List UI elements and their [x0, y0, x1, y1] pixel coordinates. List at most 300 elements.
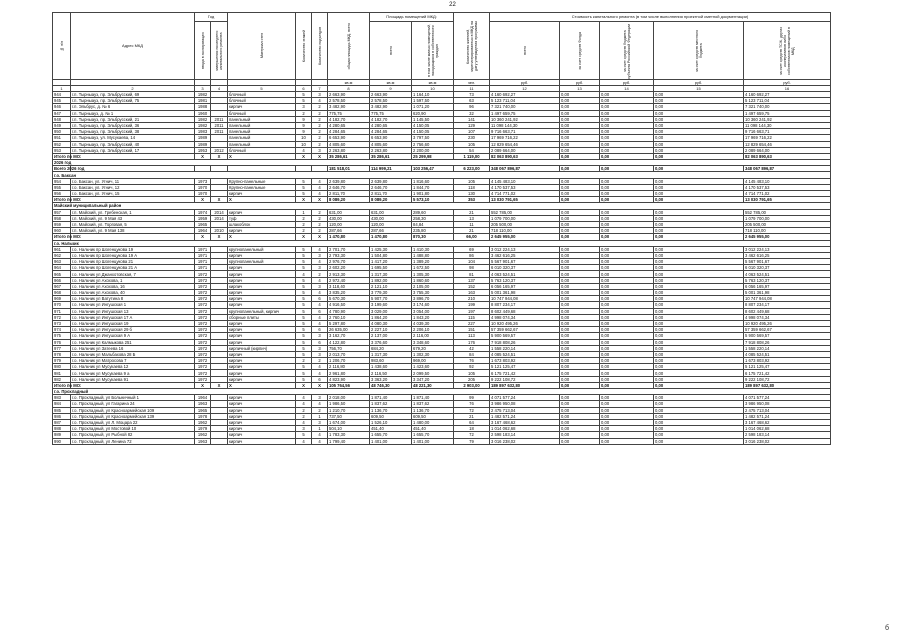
cell-col-5: X	[228, 234, 296, 240]
cell-col-9: 5 907,70	[370, 296, 412, 302]
cell-col-2: г.о. Нальчик пр Шогенцукова 21	[71, 259, 195, 265]
cell-col-16: 1 497 659,75	[744, 110, 831, 116]
col-header-num: № п/п	[53, 13, 71, 80]
cell-col-16: 13 030 791,65	[744, 197, 831, 203]
cell-col-7: 6	[312, 296, 328, 302]
cell-col-16: 4 998 074,34	[744, 314, 831, 320]
cell-col-12: 1 558 220,14	[490, 345, 560, 351]
cell-col-14: 0,00	[600, 191, 654, 197]
cell-col-11: 105	[454, 141, 490, 147]
cell-col-1: 965	[53, 271, 71, 277]
cell-col-12: 5 567 901,67	[490, 259, 560, 265]
cell-col-16: 2 089 664,00	[744, 147, 831, 153]
cell-col-13: 0,00	[560, 419, 600, 425]
cell-col-7: 4	[312, 277, 328, 283]
cell-col-7: 2	[312, 129, 328, 135]
cell-col-7: 3	[312, 351, 328, 357]
cell-col-3: 1988	[195, 104, 211, 110]
cell-col-1: 972	[53, 314, 71, 320]
cell-col-3: 1962	[195, 419, 211, 425]
cell-col-15: 0,00	[654, 116, 744, 122]
cell-col-16: 4 085 524,51	[744, 351, 831, 357]
cell-col-15: 0,00	[654, 110, 744, 116]
cell-col-10: 1 389,20	[412, 259, 454, 265]
cell-col-12: 7 918 808,26	[490, 339, 560, 345]
cell-col-12: 205 500,00	[490, 221, 560, 227]
cell-col-6: 5	[296, 296, 312, 302]
cell-col-4: X	[211, 234, 228, 240]
cell-col-14: 0,00	[600, 259, 654, 265]
cell-col-8: 775,75	[328, 110, 370, 116]
cell-col-2: г.о. Нальчик ул Ингушская 17 А	[71, 314, 195, 320]
cell-col-7: 3	[312, 147, 328, 153]
cell-col-9: 1 655,70	[370, 432, 412, 438]
cell-col-2: г.о. Нальчик ул Мусукаева 12	[71, 364, 195, 370]
cell-col-6: 5	[296, 246, 312, 252]
cell-col-14: 0,00	[600, 370, 654, 376]
cell-col-12: 4 998 074,34	[490, 314, 560, 320]
cell-col-5: панельный	[228, 141, 296, 147]
column-number-cell: 1	[53, 86, 71, 92]
cell-col-7: 4	[312, 438, 328, 444]
cell-col-9: 1 470,80	[370, 234, 412, 240]
cell-col-5: кирпич	[228, 209, 296, 215]
cell-col-1: 947	[53, 110, 71, 116]
cell-col-1: 976	[53, 339, 71, 345]
cell-col-9: 1 317,30	[370, 271, 412, 277]
cell-col-11: 11	[454, 221, 490, 227]
cell-col-7: 4	[312, 178, 328, 184]
cell-col-10: 2 105,00	[412, 283, 454, 289]
cell-col-3: 1972	[195, 376, 211, 382]
cell-col-12: 3 986 950,08	[490, 401, 560, 407]
cell-col-4: X	[211, 197, 228, 203]
section-label: г.о. Нальчик	[53, 240, 831, 246]
cell-col-3: 1972	[195, 308, 211, 314]
cell-col-10: 1 480,00	[412, 419, 454, 425]
cell-col-9: 1 417,20	[370, 259, 412, 265]
footer-mark: б	[884, 625, 889, 632]
cell-col-9: 1 401,00	[370, 438, 412, 444]
cell-col-10: 1 901,80	[412, 191, 454, 197]
cell-col-16: 10 920 495,26	[744, 320, 831, 326]
cell-col-10: 2 756,60	[412, 141, 454, 147]
cell-col-13: 0,00	[560, 302, 600, 308]
cell-col-10: 3 896,70	[412, 296, 454, 302]
cell-col-5: туф	[228, 215, 296, 221]
cell-col-12: 6 175 721,42	[490, 370, 560, 376]
column-number-cell: 9	[370, 86, 412, 92]
cell-col-9: 287,66	[370, 228, 412, 234]
unit-cell: кв.м	[328, 80, 370, 86]
cell-col-14: 0,00	[600, 364, 654, 370]
cell-col-13: 0,00	[560, 259, 600, 265]
cell-col-15: 0,00	[654, 246, 744, 252]
cell-col-7: 3	[312, 395, 328, 401]
cell-col-13: 0,00	[560, 197, 600, 203]
cell-col-11: 197	[454, 308, 490, 314]
cell-col-13: 0,00	[560, 98, 600, 104]
cell-col-2: г.о. Нальчик пр Шогенцукова 19 А	[71, 252, 195, 258]
cell-col-11: 141	[454, 116, 490, 122]
cell-col-8: 2 602,20	[328, 265, 370, 271]
cell-col-6: 5	[296, 327, 312, 333]
cell-col-9: 8 089,20	[370, 197, 412, 203]
column-number-cell: 4	[211, 86, 228, 92]
cell-col-15: 0,00	[654, 178, 744, 184]
cell-col-6: 5	[296, 184, 312, 190]
cell-col-6: 5	[296, 333, 312, 339]
cell-col-16: 3 016 238,02	[744, 438, 831, 444]
cell-col-8: 1 210,70	[328, 407, 370, 413]
cell-col-5: панельный	[228, 122, 296, 128]
cell-col-9: 609,50	[370, 413, 412, 419]
cell-col-10: 48 221,30	[412, 382, 454, 388]
cell-col-9: 4 284,65	[370, 129, 412, 135]
cell-col-11: 72	[454, 432, 490, 438]
cell-col-12: 3 016 238,02	[490, 438, 560, 444]
cell-col-14: 0,00	[600, 426, 654, 432]
cell-col-9: 1 317,30	[370, 351, 412, 357]
cell-col-6: 4	[296, 438, 312, 444]
cell-col-11: 21	[454, 228, 490, 234]
cell-col-7: 4	[312, 314, 328, 320]
cell-col-3: 1972	[195, 302, 211, 308]
cell-col-8: 631,00	[328, 209, 370, 215]
cell-col-1: Итого по МО:	[54, 234, 82, 240]
cell-col-10: 1 816,60	[412, 178, 454, 184]
cell-col-11: 96	[454, 104, 490, 110]
col-header-area-all: всего	[370, 22, 412, 80]
cell-col-5: крупнопанельный	[228, 259, 296, 265]
cell-col-15: 0,00	[654, 364, 744, 370]
cell-col-10: 235,80	[412, 228, 454, 234]
cell-col-10: 1 136,70	[412, 407, 454, 413]
cell-col-11: 130	[454, 191, 490, 197]
cell-col-10: 84,84	[412, 221, 454, 227]
cell-col-16: 4 071 577,24	[744, 395, 831, 401]
cell-col-5: кирпич	[228, 327, 296, 333]
cell-col-15: 0,00	[654, 320, 744, 326]
cell-col-5: блочный	[228, 110, 296, 116]
cell-col-16: 8 602 449,68	[744, 308, 831, 314]
cell-col-11: 105	[454, 370, 490, 376]
cell-col-12: 8 807 234,17	[490, 302, 560, 308]
cell-col-3: 1974	[195, 209, 211, 215]
cell-col-10: 4 150,05	[412, 122, 454, 128]
cell-col-6: 2	[296, 407, 312, 413]
cell-col-7: 4	[312, 184, 328, 190]
cell-col-2: г.о. Прохладный, ул Красноармейская 139	[71, 413, 195, 419]
cell-col-10: 1 672,50	[412, 265, 454, 271]
cell-col-13: 0,00	[560, 147, 600, 153]
cell-col-9: 48 746,30	[370, 382, 412, 388]
cell-col-14: 0,00	[600, 283, 654, 289]
cell-col-1: 954	[53, 178, 71, 184]
cell-col-5: кирпич	[228, 290, 296, 296]
cell-col-16: 4 145 483,10	[744, 178, 831, 184]
table-body	[53, 92, 831, 445]
cell-col-15: 0,00	[654, 290, 744, 296]
cell-col-13: 0,00	[560, 345, 600, 351]
column-number-cell: 15	[654, 86, 744, 92]
section-label: 2026 год	[53, 160, 831, 166]
cell-col-16: 1 079 700,00	[744, 215, 831, 221]
cell-col-10: 969,00	[412, 358, 454, 364]
cell-col-9: 35 286,61	[370, 153, 412, 159]
cell-col-2: г.о. Прохладный, ул Гагарина 24	[71, 401, 195, 407]
cell-col-6: 5	[296, 376, 312, 382]
cell-col-6: 5	[296, 191, 312, 197]
cell-col-6: 5	[296, 308, 312, 314]
cell-col-8: 1 799,40	[328, 438, 370, 444]
cell-col-16: 7 321 740,00	[744, 104, 831, 110]
cell-col-3: 1971	[195, 246, 211, 252]
cell-col-6: 9	[296, 116, 312, 122]
cell-col-10: 1 488,80	[412, 252, 454, 258]
col-header-residents: Количество жителей, зарегистрированных в МКД на дату утверждения программы	[454, 13, 490, 80]
cell-col-3: 1965	[195, 221, 211, 227]
cell-col-3: 1972	[195, 320, 211, 326]
cell-col-9: 2 639,80	[370, 178, 412, 184]
unit-cell: кв.м	[412, 80, 454, 86]
cell-col-12: 9 716 663,71	[490, 129, 560, 135]
cell-col-15: 0,00	[654, 191, 744, 197]
cell-col-16: 3 462 616,25	[744, 252, 831, 258]
cell-col-2: г.п. Тырныауз, пр. Эльбрусский, 75	[71, 98, 195, 104]
cell-col-15: 0,00	[654, 259, 744, 265]
cell-col-11: 98	[454, 265, 490, 271]
cell-col-5: сборные плиты	[228, 314, 296, 320]
cell-col-6: 5	[296, 320, 312, 326]
cell-col-8: 2 018,00	[328, 395, 370, 401]
cell-col-4: 2010	[211, 228, 228, 234]
cell-col-1: 988	[53, 426, 71, 432]
cell-col-14: 0,00	[600, 252, 654, 258]
cell-col-5: кирпич	[228, 271, 296, 277]
cell-col-15: 0,00	[654, 308, 744, 314]
cell-col-9: 2 663,90	[370, 92, 412, 98]
cell-col-2: г.о. Нальчик ул Затеева 16	[71, 345, 195, 351]
cell-col-6: 2	[296, 228, 312, 234]
col-header-floors: Количество этажей	[296, 13, 312, 80]
program-table	[52, 12, 831, 445]
cell-col-16: 205 500,00	[744, 221, 831, 227]
cell-col-3: 1982	[195, 122, 211, 128]
cell-col-14: 0,00	[600, 401, 654, 407]
cell-col-14: 0,00	[600, 221, 654, 227]
column-number-cell: 3	[195, 86, 211, 92]
program-table-sheet	[52, 12, 830, 445]
cell-col-13: 0,00	[560, 382, 600, 388]
section-label: г.о. Прохладный	[53, 389, 831, 395]
cell-col-7: 4	[312, 364, 328, 370]
cell-col-10: 289,60	[412, 209, 454, 215]
cell-col-15: 0,00	[654, 252, 744, 258]
cell-col-6: 5	[296, 259, 312, 265]
cell-col-10: 2 116,00	[412, 333, 454, 339]
column-number-cell: 16	[744, 86, 831, 92]
cell-col-6: 5	[296, 98, 312, 104]
cell-col-15: 0,00	[654, 184, 744, 190]
cell-col-16: 6 010 320,37	[744, 265, 831, 271]
cell-col-12: 189 897 632,80	[490, 382, 560, 388]
cell-col-12: 5 001 361,98	[490, 290, 560, 296]
cell-col-8: 26 635,00	[328, 327, 370, 333]
cell-col-15: 0,00	[654, 351, 744, 357]
cell-col-11: 118	[454, 184, 490, 190]
cell-col-15: 0,00	[654, 104, 744, 110]
cell-col-8: 105 764,56	[328, 382, 370, 388]
cell-col-14: 0,00	[600, 129, 654, 135]
cell-col-7: 1	[312, 413, 328, 419]
cell-col-11: 115	[454, 314, 490, 320]
cell-col-2: г.о. Нальчик ул Мусукаева 91	[71, 376, 195, 382]
cell-col-13: 0,00	[560, 351, 600, 357]
cell-col-3: 1970	[195, 191, 211, 197]
cell-col-10: 1 423,60	[412, 364, 454, 370]
cell-col-3: 1972	[195, 271, 211, 277]
cell-col-7: X	[312, 234, 328, 240]
cell-col-3: 1972	[195, 327, 211, 333]
cell-col-14: 0,00	[600, 358, 654, 364]
cell-col-9: 2 263,80	[370, 147, 412, 153]
cell-col-8: 2 961,80	[328, 370, 370, 376]
cell-col-14: 0,00	[600, 271, 654, 277]
cell-col-9: 1 504,80	[370, 252, 412, 258]
column-number-cell: 7	[312, 86, 328, 92]
cell-col-11: 163	[454, 290, 490, 296]
cell-col-12: 4 145 483,10	[490, 178, 560, 184]
cell-col-12: 1 497 659,75	[490, 110, 560, 116]
cell-col-9: 775,75	[370, 110, 412, 116]
cell-col-6: X	[296, 234, 312, 240]
cell-col-3: 1972	[195, 358, 211, 364]
cell-col-11: 152	[454, 283, 490, 289]
column-number-cell: 11	[454, 86, 490, 92]
cell-col-8: 2 663,90	[328, 92, 370, 98]
cell-col-2: г.о. Нальчик ул Мальбахова 28 Б	[71, 351, 195, 357]
cell-col-14: 0,00	[600, 116, 654, 122]
cell-col-1: 975	[53, 333, 71, 339]
cell-col-15: 0,00	[654, 147, 744, 153]
cell-col-1: 950	[53, 129, 71, 135]
cell-col-7: 6	[312, 308, 328, 314]
cell-col-14: 0,00	[600, 92, 654, 98]
cell-col-16: 6 175 721,42	[744, 370, 831, 376]
cell-col-3: X	[195, 382, 211, 388]
cell-col-16: 4 714 771,02	[744, 191, 831, 197]
cell-col-15: 0,00	[654, 197, 744, 203]
cell-col-16: 348 067 896,87	[744, 166, 831, 172]
cell-col-1: 981	[53, 370, 71, 376]
col-header-cost-local: за счет средств местного бюджета	[654, 22, 744, 80]
cell-col-1: 977	[53, 345, 71, 351]
cell-col-16: 5 900 569,57	[744, 333, 831, 339]
cell-col-3: 1972	[195, 339, 211, 345]
cell-col-11: 84	[454, 351, 490, 357]
cell-col-11: 72	[454, 407, 490, 413]
cell-col-12: 7 321 740,00	[490, 104, 560, 110]
cell-col-14: 0,00	[600, 376, 654, 382]
cell-col-11: 79	[454, 438, 490, 444]
cell-col-7: 2	[312, 221, 328, 227]
cell-col-16: 4 170 537,53	[744, 184, 831, 190]
cell-col-6: X	[296, 153, 312, 159]
cell-col-11: 2 903,00	[454, 382, 490, 388]
cell-col-8: 1 986,50	[328, 401, 370, 407]
cell-col-13: 0,00	[560, 407, 600, 413]
cell-col-13: 0,00	[560, 234, 600, 240]
cell-col-14: 0,00	[600, 320, 654, 326]
cell-col-2: г.о. Нальчик ул Ахохова, 40	[71, 290, 195, 296]
cell-col-6: 4	[296, 271, 312, 277]
cell-col-1: 946	[53, 104, 71, 110]
cell-col-12: 10 360 241,92	[490, 116, 560, 122]
cell-col-9: 4 805,60	[370, 141, 412, 147]
column-number-cell: 5	[228, 86, 296, 92]
cell-col-14: 0,00	[600, 178, 654, 184]
cell-col-14: 0,00	[600, 382, 654, 388]
cell-col-3: 1972	[195, 290, 211, 296]
cell-col-14: 0,00	[600, 407, 654, 413]
cell-col-7: 2	[312, 110, 328, 116]
cell-col-6: 5	[296, 432, 312, 438]
cell-col-16: 7 918 808,26	[744, 339, 831, 345]
cell-col-8: 1 674,00	[328, 419, 370, 425]
cell-col-1: 969	[53, 296, 71, 302]
cell-col-2: г.о. Нальчик пр Шогенцукова 21 А	[71, 265, 195, 271]
cell-col-9: 631,00	[370, 209, 412, 215]
cell-col-16: 718 110,00	[744, 228, 831, 234]
cell-col-15: 0,00	[654, 129, 744, 135]
cell-col-2: г.о. Нальчик ул Ахохова, 1	[71, 277, 195, 283]
cell-col-11: 32	[454, 110, 490, 116]
cell-col-2: г.о. Баксан, ул. Угнич, 12	[71, 184, 195, 190]
cell-col-7: 3	[312, 345, 328, 351]
cell-col-10: 3 054,00	[412, 308, 454, 314]
cell-col-5: кирпич	[228, 333, 296, 339]
cell-col-7: 2	[312, 104, 328, 110]
cell-col-5: кирпич	[228, 191, 296, 197]
cell-col-12: 82 063 890,63	[490, 153, 560, 159]
cell-col-12: 4 085 524,51	[490, 351, 560, 357]
cell-col-10: 2 099,50	[412, 370, 454, 376]
cell-col-14: 0,00	[600, 302, 654, 308]
cell-col-11: 227	[454, 320, 490, 326]
cell-col-11: 205	[454, 376, 490, 382]
cell-col-11: 21	[454, 209, 490, 215]
unit-cell: руб.	[600, 80, 654, 86]
cell-col-1: 956	[53, 191, 71, 197]
cell-col-2: г.о. Прохладный, ул Рыбной 82	[71, 432, 195, 438]
cell-col-3: 1972	[195, 351, 211, 357]
cell-col-8: 2 972,40	[328, 277, 370, 283]
cell-col-6: 10	[296, 141, 312, 147]
cell-col-11: 104	[454, 259, 490, 265]
cell-col-15: 0,00	[654, 228, 744, 234]
cell-col-11: 92	[454, 364, 490, 370]
cell-col-10: 1 164,10	[412, 92, 454, 98]
cell-col-10: 1 844,70	[412, 184, 454, 190]
cell-col-8: 287,66	[328, 228, 370, 234]
cell-col-3: 1964	[195, 395, 211, 401]
cell-col-15: 0,00	[654, 333, 744, 339]
cell-col-1: 960	[53, 228, 71, 234]
cell-col-14: 0,00	[600, 122, 654, 128]
cell-col-8: 2 701,70	[328, 246, 370, 252]
cell-col-10: 5 573,10	[412, 197, 454, 203]
